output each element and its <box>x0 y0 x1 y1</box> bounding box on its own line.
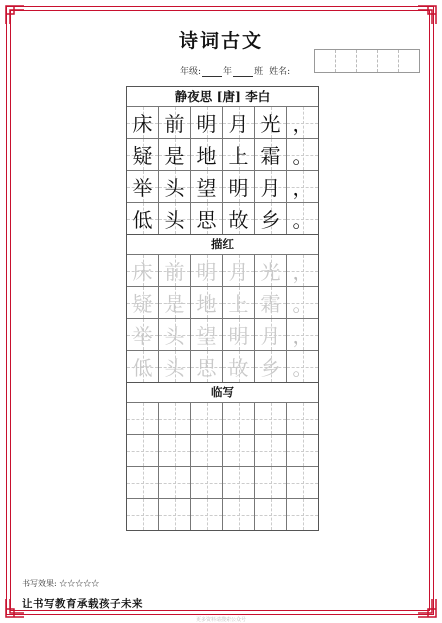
writing-cell[interactable] <box>159 499 191 530</box>
grid-cell <box>127 287 159 318</box>
writing-cell[interactable] <box>127 499 159 530</box>
character: 明 <box>196 112 217 136</box>
corner-ornament-top-right-icon <box>416 4 438 26</box>
grid-cell <box>255 255 287 286</box>
writing-cell[interactable] <box>159 435 191 466</box>
trace-line <box>127 319 318 351</box>
character: 床 <box>132 112 153 136</box>
trace-line <box>127 351 318 382</box>
writing-cell[interactable] <box>255 499 287 530</box>
grid-cell <box>255 203 287 234</box>
copy-line <box>127 467 318 499</box>
character: 头 <box>164 356 185 380</box>
grid-cell <box>127 107 159 138</box>
grid-cell <box>287 351 318 382</box>
character: 思 <box>196 208 217 232</box>
character: 头 <box>164 208 185 232</box>
character: 明 <box>196 260 217 284</box>
grade-field[interactable] <box>202 67 222 77</box>
grid-cell <box>159 255 191 286</box>
character: 举 <box>132 176 153 200</box>
grid-cell <box>127 139 159 170</box>
poem-line <box>127 107 318 139</box>
character: 月 <box>228 112 249 136</box>
grid-cell <box>223 351 255 382</box>
grid-cell <box>223 107 255 138</box>
writing-cell[interactable] <box>191 403 223 434</box>
character: 头 <box>164 176 185 200</box>
name-grid[interactable] <box>314 49 420 73</box>
character: 是 <box>164 292 185 316</box>
grid-cell <box>223 287 255 318</box>
student-info <box>180 64 290 77</box>
writing-cell[interactable] <box>287 435 318 466</box>
grid-cell <box>191 319 223 350</box>
grid-cell <box>191 139 223 170</box>
character: 疑 <box>132 144 153 168</box>
grid-cell <box>287 203 318 234</box>
character: 床 <box>132 260 153 284</box>
character: 霜 <box>260 144 281 168</box>
character: 疑 <box>132 292 153 316</box>
year-char: 年 <box>223 67 233 77</box>
copy-line <box>127 499 318 530</box>
grid-cell <box>159 203 191 234</box>
writing-cell[interactable] <box>127 435 159 466</box>
character: 地 <box>196 292 217 316</box>
writing-cell[interactable] <box>191 499 223 530</box>
footer-note: 更多资料请搜索公众号 <box>195 617 246 623</box>
trace-line <box>127 287 318 319</box>
grid-cell <box>191 107 223 138</box>
writing-cell[interactable] <box>223 467 255 498</box>
character: 前 <box>164 260 185 284</box>
character: 月 <box>260 176 281 200</box>
trace-line <box>127 255 318 287</box>
grid-cell <box>223 203 255 234</box>
character: 低 <box>132 356 153 380</box>
trace-heading: 描红 <box>127 235 318 255</box>
page-title: 诗词古文 <box>178 30 263 52</box>
grid-cell <box>191 255 223 286</box>
character: 故 <box>228 208 249 232</box>
grid-cell <box>287 255 318 286</box>
writing-cell[interactable] <box>255 467 287 498</box>
poem-line <box>127 171 318 203</box>
character: 乡 <box>260 356 281 380</box>
writing-cell[interactable] <box>127 467 159 498</box>
writing-cell[interactable] <box>127 403 159 434</box>
corner-ornament-top-left-icon <box>4 4 26 26</box>
grid-cell <box>159 351 191 382</box>
grid-cell <box>159 171 191 202</box>
character: 上 <box>228 144 249 168</box>
writing-cell[interactable] <box>223 403 255 434</box>
character: 望 <box>196 176 217 200</box>
class-char: 班 <box>254 67 264 77</box>
character: 明 <box>228 324 249 348</box>
grid-cell <box>191 287 223 318</box>
class-field[interactable] <box>233 67 253 77</box>
grade-label: 年级: <box>180 67 202 77</box>
grid-cell <box>127 319 159 350</box>
grid-cell <box>223 171 255 202</box>
grid-cell <box>127 203 159 234</box>
grid-cell <box>287 319 318 350</box>
character: ， <box>292 176 313 200</box>
character: 月 <box>228 260 249 284</box>
character: 。 <box>292 292 313 316</box>
grid-cell <box>159 319 191 350</box>
grid-cell <box>223 139 255 170</box>
footer-slogan: 让书写教育承载孩子未来 <box>22 598 143 610</box>
grid-cell <box>127 255 159 286</box>
character: 。 <box>292 356 313 380</box>
character: 明 <box>228 176 249 200</box>
writing-result: 书写效果: ☆☆☆☆☆ <box>22 579 100 588</box>
writing-cell[interactable] <box>255 403 287 434</box>
grid-cell <box>255 287 287 318</box>
character: 。 <box>292 208 313 232</box>
writing-cell[interactable] <box>191 467 223 498</box>
poem-section <box>127 87 318 235</box>
copy-heading: 临写 <box>127 383 318 403</box>
trace-section <box>127 235 318 383</box>
copy-line <box>127 435 318 467</box>
grid-cell <box>159 139 191 170</box>
grid-cell <box>127 171 159 202</box>
grid-cell <box>191 351 223 382</box>
copy-section <box>127 383 318 530</box>
character: ， <box>292 324 313 348</box>
writing-cell[interactable] <box>223 499 255 530</box>
grid-cell <box>287 287 318 318</box>
character: 思 <box>196 356 217 380</box>
character: 光 <box>260 260 281 284</box>
writing-cell[interactable] <box>287 403 318 434</box>
character: 头 <box>164 324 185 348</box>
grid-cell <box>223 319 255 350</box>
character: 光 <box>260 112 281 136</box>
poem-line <box>127 139 318 171</box>
grid-cell <box>287 107 318 138</box>
grid-cell <box>287 171 318 202</box>
name-label: 姓名: <box>269 67 291 77</box>
writing-cell[interactable] <box>191 435 223 466</box>
grid-cell <box>255 351 287 382</box>
character: 月 <box>260 324 281 348</box>
writing-cell[interactable] <box>159 467 191 498</box>
writing-cell[interactable] <box>223 435 255 466</box>
writing-cell[interactable] <box>287 467 318 498</box>
character: 。 <box>292 144 313 168</box>
character: 霜 <box>260 292 281 316</box>
grid-cell <box>191 171 223 202</box>
copy-line <box>127 403 318 435</box>
character: ， <box>292 260 313 284</box>
character: 是 <box>164 144 185 168</box>
worksheet <box>126 86 319 531</box>
grid-cell <box>287 139 318 170</box>
grid-cell <box>127 351 159 382</box>
grid-cell <box>191 203 223 234</box>
grid-cell <box>223 255 255 286</box>
character: 上 <box>228 292 249 316</box>
grid-cell <box>159 107 191 138</box>
grid-cell <box>255 139 287 170</box>
grid-cell <box>255 171 287 202</box>
character: 低 <box>132 208 153 232</box>
character: 地 <box>196 144 217 168</box>
grid-cell <box>255 107 287 138</box>
character: 乡 <box>260 208 281 232</box>
character: ， <box>292 112 313 136</box>
poem-line <box>127 203 318 234</box>
character: 举 <box>132 324 153 348</box>
writing-cell[interactable] <box>255 435 287 466</box>
character: 前 <box>164 112 185 136</box>
writing-cell[interactable] <box>159 403 191 434</box>
grid-cell <box>255 319 287 350</box>
grid-cell <box>159 287 191 318</box>
character: 故 <box>228 356 249 380</box>
character: 望 <box>196 324 217 348</box>
writing-cell[interactable] <box>287 499 318 530</box>
poem-heading: 静夜思 [唐] 李白 <box>127 87 318 107</box>
